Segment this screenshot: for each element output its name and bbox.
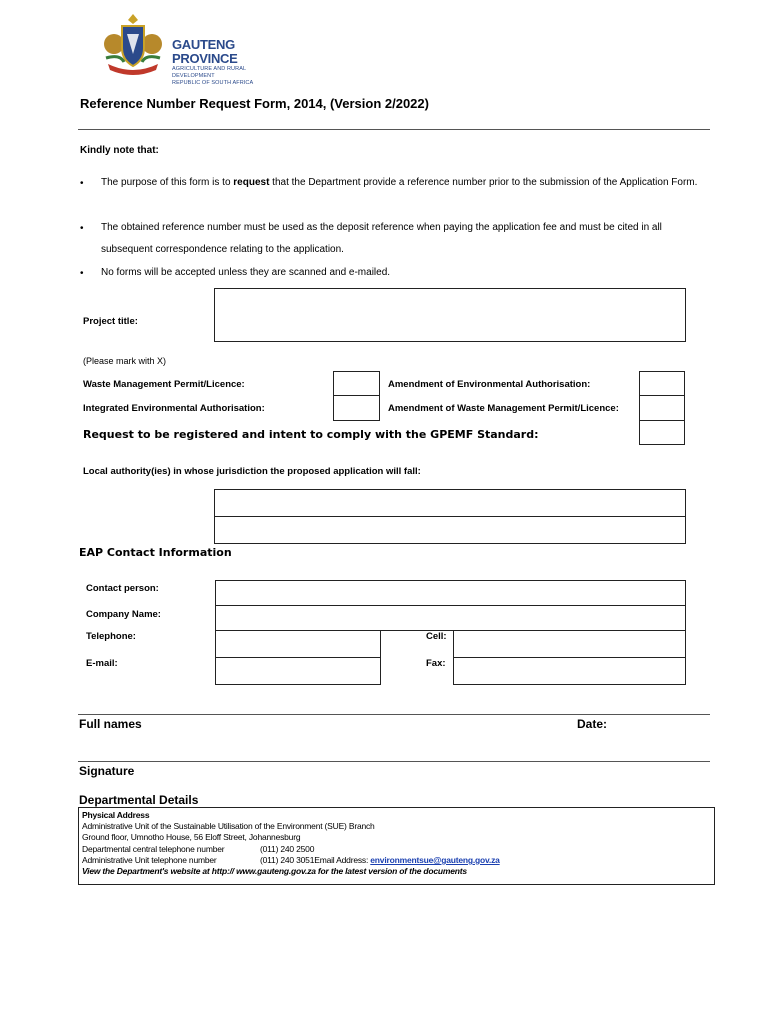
bullet-1-post: that the Department provide a reference number prior to the submission of the Application Form. <box>269 177 698 188</box>
local-authority-input-1[interactable] <box>214 489 686 517</box>
amend-waste-label: Amendment of Waste Management Permit/Licence: <box>388 403 619 414</box>
unit-phone-label: Administrative Unit telephone number <box>82 855 217 865</box>
title-divider <box>78 129 710 130</box>
physical-address-label: Physical Address <box>82 810 150 820</box>
gpemf-checkbox[interactable] <box>639 420 685 445</box>
bullet-1-pre: The purpose of this form is to <box>101 177 234 188</box>
amend-env-auth-label: Amendment of Environmental Authorisation: <box>388 379 591 390</box>
department-heading: Departmental Details <box>79 793 199 807</box>
bullet-2-text: The obtained reference number must be used as the deposit reference when paying the application fee and must be cited in all subsequent correspondence relating to the application. <box>101 222 662 255</box>
project-title-label: Project title: <box>83 316 138 327</box>
fax-input[interactable] <box>453 657 686 685</box>
mark-hint: (Please mark with X) <box>83 356 167 366</box>
telephone-input[interactable] <box>215 630 381 658</box>
local-authority-input-2[interactable] <box>214 516 686 544</box>
project-title-input[interactable] <box>214 288 686 342</box>
integrated-auth-label: Integrated Environmental Authorisation: <box>83 403 265 414</box>
telephone-label: Telephone: <box>86 631 136 642</box>
full-names-line <box>78 714 710 715</box>
cell-label: Cell: <box>426 631 447 642</box>
logo-subtitle-2: REPUBLIC OF SOUTH AFRICA <box>172 80 254 86</box>
date-label: Date: <box>577 717 608 731</box>
dept-address-line-1: Administrative Unit of the Sustainable Utilisation of the Environment (SUE) Branch <box>82 821 375 831</box>
local-authority-label: Local authority(ies) in whose jurisdiction the proposed application will fall: <box>83 466 421 477</box>
central-phone-number: (011) 240 2500 <box>260 844 315 854</box>
signature-label: Signature <box>79 764 135 778</box>
bullet-2-marker: • <box>80 223 84 234</box>
bullet-3-text: No forms will be accepted unless they are scanned and e-mailed. <box>101 267 391 278</box>
form-title: Reference Number Request Form, 2014, (Version 2/2022) <box>80 96 429 111</box>
unit-phone-number: (011) 240 3051Email Address: <box>260 855 371 865</box>
logo-subtitle-1: AGRICULTURE AND RURAL DEVELOPMENT <box>172 66 246 79</box>
email-label: E-mail: <box>86 658 118 669</box>
eap-heading: EAP Contact Information <box>79 546 232 559</box>
website-note: View the Department's website at http:// www.gauteng.gov.za for the latest version of the documents <box>82 866 467 876</box>
unit-phone-and-email <box>260 855 500 865</box>
dept-address-line-2: Ground floor, Umnotho House, 56 Eloff Street, Johannesburg <box>82 832 301 842</box>
logo-title: GAUTENG PROVINCE <box>172 37 238 66</box>
bullet-1-bold: request <box>233 177 270 188</box>
bullet-1-marker: • <box>80 178 84 189</box>
waste-permit-checkbox[interactable] <box>333 371 380 396</box>
bullet-3-marker: • <box>80 268 84 279</box>
fax-label: Fax: <box>426 658 446 669</box>
central-phone-label: Departmental central telephone number <box>82 844 225 854</box>
department-details-box <box>78 807 715 885</box>
bullet-1-text <box>101 172 701 194</box>
amend-env-auth-checkbox[interactable] <box>639 371 685 396</box>
coat-of-arms-icon <box>100 10 166 76</box>
integrated-auth-checkbox[interactable] <box>333 395 380 421</box>
company-name-input[interactable] <box>215 605 686 631</box>
department-email-link[interactable]: environmentsue@gauteng.gov.za <box>370 855 500 865</box>
contact-person-input[interactable] <box>215 580 686 606</box>
notes-heading: Kindly note that: <box>80 145 159 156</box>
full-names-label: Full names <box>79 717 142 731</box>
cell-input[interactable] <box>453 630 686 658</box>
waste-permit-label: Waste Management Permit/Licence: <box>83 379 245 390</box>
email-input[interactable] <box>215 657 381 685</box>
gauteng-logo <box>100 10 285 86</box>
signature-line <box>78 761 710 762</box>
company-name-label: Company Name: <box>86 609 161 620</box>
contact-person-label: Contact person: <box>86 583 159 594</box>
gpemf-label: Request to be registered and intent to comply with the GPEMF Standard: <box>83 428 539 441</box>
amend-waste-checkbox[interactable] <box>639 395 685 421</box>
